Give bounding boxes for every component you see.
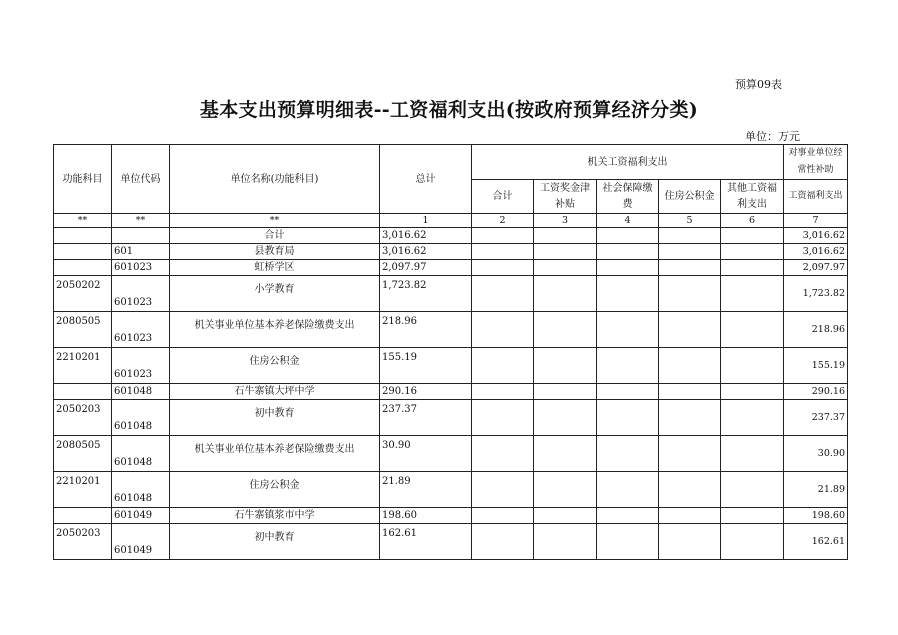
- func-code-cell: [54, 508, 112, 524]
- inst-wage-cell: 218.96: [784, 312, 848, 348]
- func-code-cell: 2210201: [54, 472, 112, 508]
- total-cell: 1,723.82: [380, 276, 472, 312]
- unit-code-cell: 601049: [112, 524, 170, 560]
- unit-code-cell: 601023: [112, 276, 170, 312]
- inst-wage-cell: 155.19: [784, 348, 848, 384]
- budget-table: [53, 144, 848, 560]
- table-row: [54, 508, 848, 524]
- header-org-wage-group: 机关工资福利支出: [472, 145, 784, 180]
- table-row: [54, 400, 848, 436]
- total-cell: 218.96: [380, 312, 472, 348]
- table-row: [54, 260, 848, 276]
- unit-code-cell: [112, 228, 170, 244]
- total-cell: 290.16: [380, 384, 472, 400]
- func-code-cell: 2050202: [54, 276, 112, 312]
- total-cell: 155.19: [380, 348, 472, 384]
- index-cell: **: [170, 214, 380, 228]
- unit-name-cell: 初中教育: [170, 524, 380, 560]
- header-unit-code: 单位代码: [112, 145, 170, 214]
- unit-code-cell: 601049: [112, 508, 170, 524]
- func-code-cell: [54, 244, 112, 260]
- inst-wage-cell: 162.61: [784, 524, 848, 560]
- total-cell: 3,016.62: [380, 228, 472, 244]
- total-cell: 21.89: [380, 472, 472, 508]
- table-row: [54, 384, 848, 400]
- header-total: 总计: [380, 145, 472, 214]
- table-row: [54, 348, 848, 384]
- index-cell: 1: [380, 214, 472, 228]
- unit-code-cell: 601: [112, 244, 170, 260]
- total-cell: 3,016.62: [380, 244, 472, 260]
- index-cell: **: [54, 214, 112, 228]
- unit-code-cell: 601048: [112, 472, 170, 508]
- unit-label: 单位：万元: [745, 130, 800, 143]
- header-heji: 合计: [472, 180, 534, 214]
- unit-name-cell: 机关事业单位基本养老保险缴费支出: [170, 312, 380, 348]
- unit-name-cell: 初中教育: [170, 400, 380, 436]
- func-code-cell: 2080505: [54, 436, 112, 472]
- index-cell: 2: [472, 214, 534, 228]
- index-cell: 3: [534, 214, 597, 228]
- header-inst-subsidy-group: 对事业单位经常性补助: [784, 145, 848, 180]
- unit-code-cell: 601023: [112, 260, 170, 276]
- form-number: 预算09表: [735, 78, 782, 91]
- unit-name-cell: 石牛寨镇浆市中学: [170, 508, 380, 524]
- page-title: 基本支出预算明细表--工资福利支出(按政府预算经济分类): [199, 99, 699, 121]
- table-row: [54, 228, 848, 244]
- index-cell: **: [112, 214, 170, 228]
- table-row: [54, 312, 848, 348]
- func-code-cell: 2050203: [54, 400, 112, 436]
- unit-code-cell: 601048: [112, 436, 170, 472]
- table-row: [54, 524, 848, 560]
- unit-name-cell: 住房公积金: [170, 472, 380, 508]
- unit-name-cell: 虹桥学区: [170, 260, 380, 276]
- total-cell: 198.60: [380, 508, 472, 524]
- header-social-security: 社会保障缴费: [597, 180, 659, 214]
- header-bonus: 工资奖金津补贴: [534, 180, 597, 214]
- inst-wage-cell: 290.16: [784, 384, 848, 400]
- func-code-cell: [54, 260, 112, 276]
- unit-code-cell: 601048: [112, 384, 170, 400]
- inst-wage-cell: 21.89: [784, 472, 848, 508]
- header-inst-wage: 工资福利支出: [784, 180, 848, 214]
- inst-wage-cell: 3,016.62: [784, 228, 848, 244]
- index-cell: 7: [784, 214, 848, 228]
- total-cell: 162.61: [380, 524, 472, 560]
- index-cell: 5: [659, 214, 721, 228]
- table-row: [54, 276, 848, 312]
- index-cell: 6: [721, 214, 784, 228]
- header-unit-name: 单位名称(功能科目): [170, 145, 380, 214]
- total-cell: 30.90: [380, 436, 472, 472]
- inst-wage-cell: 237.37: [784, 400, 848, 436]
- inst-wage-cell: 2,097.97: [784, 260, 848, 276]
- inst-wage-cell: 3,016.62: [784, 244, 848, 260]
- inst-wage-cell: 30.90: [784, 436, 848, 472]
- total-cell: 237.37: [380, 400, 472, 436]
- table-row: [54, 244, 848, 260]
- inst-wage-cell: 1,723.82: [784, 276, 848, 312]
- func-code-cell: 2050203: [54, 524, 112, 560]
- unit-name-cell: 合计: [170, 228, 380, 244]
- unit-code-cell: 601023: [112, 348, 170, 384]
- header-func-code: 功能科目: [54, 145, 112, 214]
- total-cell: 2,097.97: [380, 260, 472, 276]
- header-other-wage: 其他工资福利支出: [721, 180, 784, 214]
- unit-name-cell: 县教育局: [170, 244, 380, 260]
- column-index-row: [54, 214, 848, 228]
- unit-name-cell: 小学教育: [170, 276, 380, 312]
- func-code-cell: [54, 384, 112, 400]
- func-code-cell: 2210201: [54, 348, 112, 384]
- inst-wage-cell: 198.60: [784, 508, 848, 524]
- table-row: [54, 436, 848, 472]
- unit-name-cell: 石牛寨镇大坪中学: [170, 384, 380, 400]
- unit-name-cell: 住房公积金: [170, 348, 380, 384]
- index-cell: 4: [597, 214, 659, 228]
- unit-code-cell: 601023: [112, 312, 170, 348]
- unit-name-cell: 机关事业单位基本养老保险缴费支出: [170, 436, 380, 472]
- func-code-cell: [54, 228, 112, 244]
- header-housing-fund: 住房公积金: [659, 180, 721, 214]
- unit-code-cell: 601048: [112, 400, 170, 436]
- func-code-cell: 2080505: [54, 312, 112, 348]
- table-row: [54, 472, 848, 508]
